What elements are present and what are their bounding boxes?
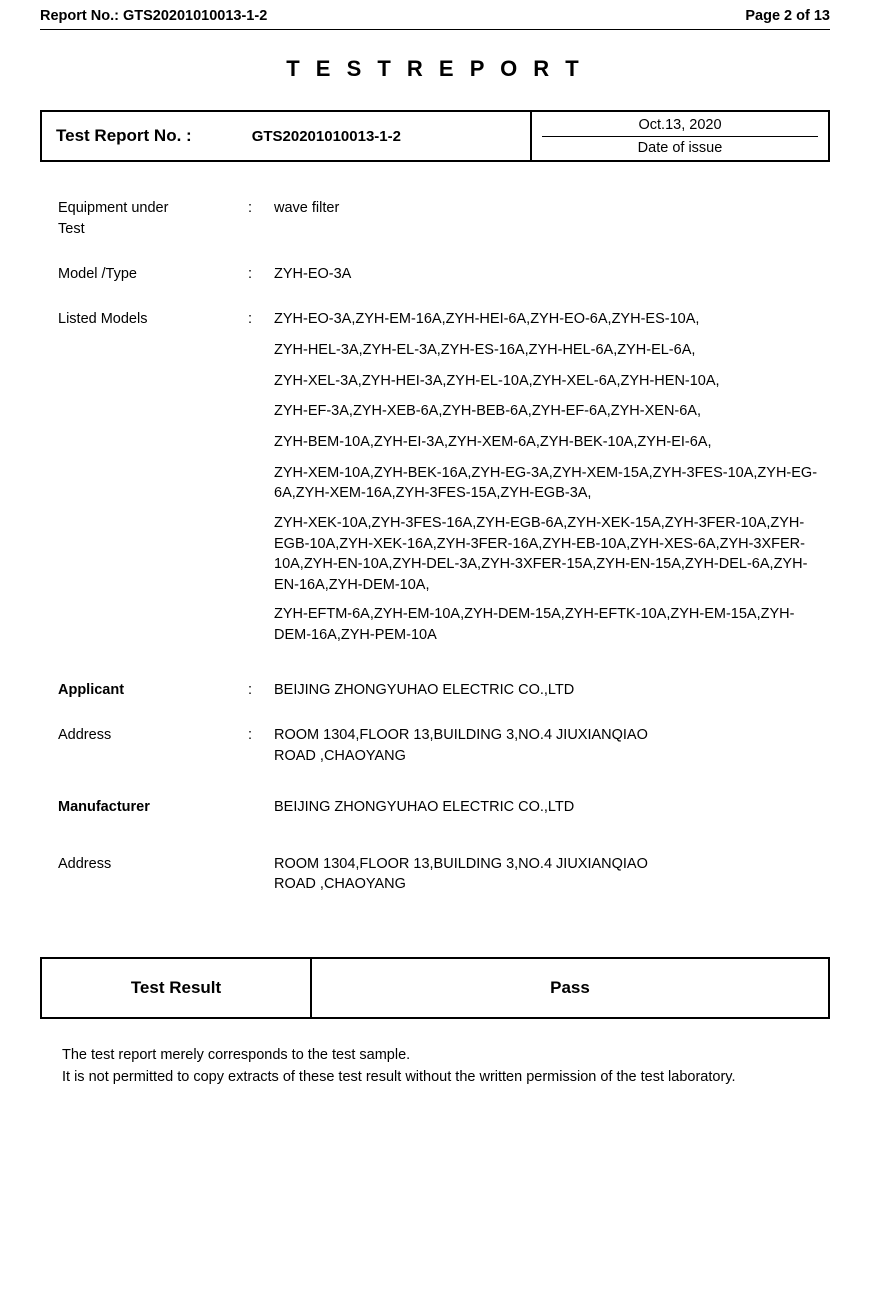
applicant-address-label: Address <box>58 727 112 744</box>
info-row-manufacturer-address <box>58 854 830 895</box>
manufacturer-address-line2: ROAD ,CHAOYANG <box>274 876 406 893</box>
header-divider <box>40 29 830 30</box>
manufacturer-address-value <box>274 854 830 895</box>
manufacturer-address-line1: ROOM 1304,FLOOR 13,BUILDING 3,NO.4 JIUXIANQIAO <box>274 855 648 872</box>
eut-colon: : <box>248 200 253 216</box>
eut-label <box>58 198 248 240</box>
test-result-value: Pass <box>550 977 590 997</box>
info-row-applicant-address <box>58 725 830 766</box>
report-number-value: GTS20201010013-1-2 <box>251 127 401 145</box>
issue-date-cell <box>532 112 828 160</box>
test-result-box <box>40 957 830 1019</box>
manufacturer-value: BEIJING ZHONGYUHAO ELECTRIC CO.,LTD <box>274 798 575 815</box>
header-page-number: Page 2 of 13 <box>745 8 830 24</box>
info-row-model <box>58 264 830 285</box>
info-row-manufacturer <box>58 797 830 818</box>
model-value: ZYH-EO-3A <box>274 266 352 283</box>
applicant-address-line1: ROOM 1304,FLOOR 13,BUILDING 3,NO.4 JIUXIANQIAO <box>274 727 648 744</box>
applicant-address-line2: ROAD ,CHAOYANG <box>274 748 406 765</box>
page-header <box>40 0 830 24</box>
info-section <box>40 198 830 895</box>
listed-models-colon: : <box>248 311 253 328</box>
manufacturer-address-label: Address <box>58 855 112 872</box>
listed-models-block: ZYH-EFTM-6A,ZYH-EM-10A,ZYH-DEM-15A,ZYH-EFTK-10A,ZYH-EM-15A,ZYH-DEM-16A,ZYH-PEM-10A <box>274 606 795 643</box>
model-label: Model /Type <box>58 266 137 283</box>
info-row-listed-models <box>58 309 830 654</box>
note-line-2: It is not permitted to copy extracts of these test result without the written permission of the test laboratory. <box>62 1068 736 1085</box>
info-row-eut <box>58 198 830 240</box>
info-row-applicant <box>58 680 830 701</box>
header-report-number: Report No.: GTS20201010013-1-2 <box>40 8 268 24</box>
document-title: T E S T R E P O R T <box>286 56 584 81</box>
report-number-cell <box>42 112 532 160</box>
listed-models-line: ZYH-XEL-3A,ZYH-HEI-3A,ZYH-EL-10A,ZYH-XEL-6A,ZYH-HEN-10A, <box>274 372 720 389</box>
issue-date-label: Date of issue <box>637 139 723 156</box>
notes-section <box>40 1045 830 1089</box>
listed-models-block: ZYH-XEM-10A,ZYH-BEK-16A,ZYH-EG-3A,ZYH-XEM-15A,ZYH-3FES-10A,ZYH-EG-6A,ZYH-XEM-16A,ZYH-3FES-15A,ZYH-EGB-3A, <box>274 464 818 502</box>
report-number-label: Test Report No. : <box>56 126 192 145</box>
applicant-value: BEIJING ZHONGYUHAO ELECTRIC CO.,LTD <box>274 682 575 699</box>
eut-value: wave filter <box>274 200 340 216</box>
listed-models-line: ZYH-EF-3A,ZYH-XEB-6A,ZYH-BEB-6A,ZYH-EF-6A,ZYH-XEN-6A, <box>274 403 702 420</box>
listed-models-block: ZYH-XEK-10A,ZYH-3FES-16A,ZYH-EGB-6A,ZYH-XEK-15A,ZYH-3FER-10A,ZYH-EGB-10A,ZYH-XEK-16A,ZYH-3FER-16A,ZYH-EB-10A,ZYH-XES-6A,ZYH-3XFER-10A,ZYH-EN-10A,ZYH-DEL-3A,ZYH-3XFER-15A,ZYH-EN-15A,ZYH-DEL-6A,ZYH-EN-16A,ZYH-DEM-10A, <box>274 514 808 593</box>
applicant-address-value <box>274 725 830 766</box>
manufacturer-label: Manufacturer <box>58 798 150 815</box>
issue-date-value: Oct.13, 2020 <box>638 116 722 133</box>
applicant-colon: : <box>248 682 253 699</box>
applicant-address-colon: : <box>248 727 253 744</box>
report-number-box <box>40 110 830 162</box>
listed-models-line: ZYH-BEM-10A,ZYH-EI-3A,ZYH-XEM-6A,ZYH-BEK-10A,ZYH-EI-6A, <box>274 434 712 451</box>
model-colon: : <box>248 266 253 283</box>
note-line-1: The test report merely corresponds to the test sample. <box>62 1046 411 1063</box>
listed-models-line: ZYH-HEL-3A,ZYH-EL-3A,ZYH-ES-16A,ZYH-HEL-6A,ZYH-EL-6A, <box>274 341 696 358</box>
test-result-label: Test Result <box>42 959 312 1017</box>
eut-label-line2: Test <box>58 221 85 238</box>
applicant-label: Applicant <box>58 682 125 699</box>
listed-models-line: ZYH-EO-3A,ZYH-EM-16A,ZYH-HEI-6A,ZYH-EO-6A,ZYH-ES-10A, <box>274 311 700 328</box>
listed-models-value <box>274 309 830 654</box>
listed-models-label: Listed Models <box>58 311 148 328</box>
eut-label-line1: Equipment under <box>58 200 169 216</box>
